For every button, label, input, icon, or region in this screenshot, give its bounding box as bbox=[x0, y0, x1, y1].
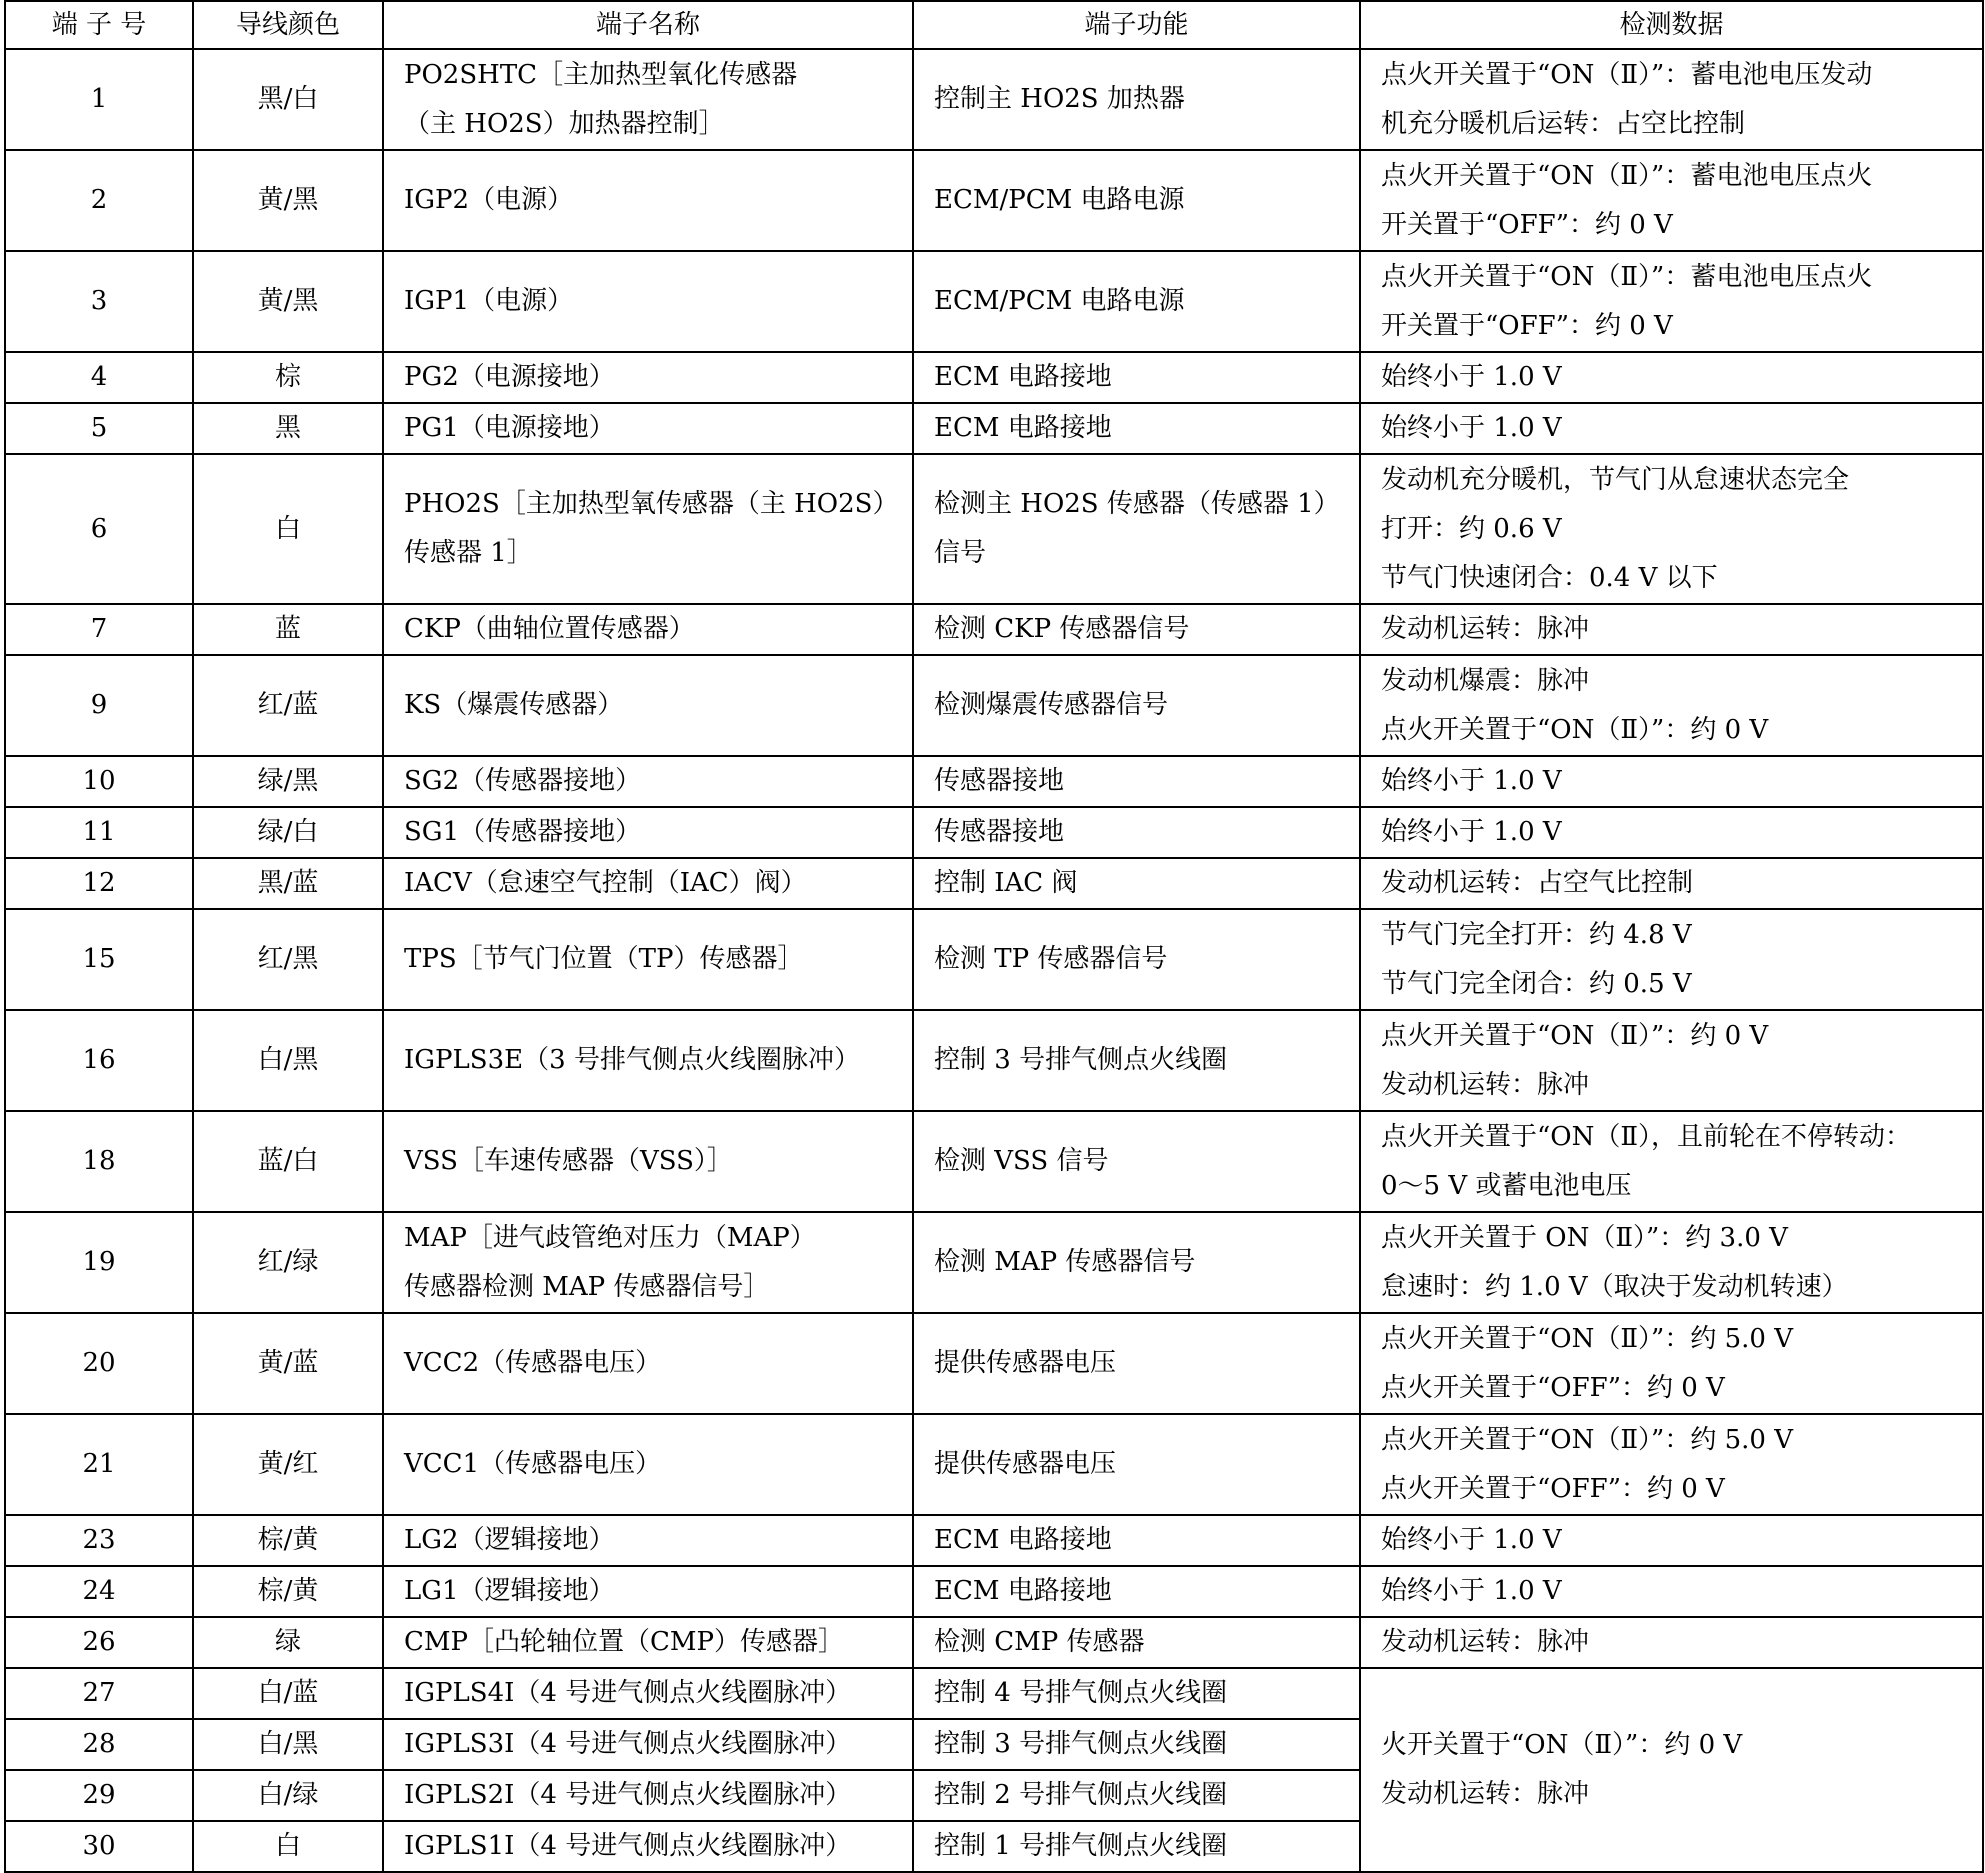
cell-text-line: 始终小于 1.0 V bbox=[1381, 1576, 1562, 1606]
cell-text-line: 发动机运转：脉冲 bbox=[1381, 1627, 1590, 1657]
test-data-cell bbox=[1360, 858, 1983, 909]
test-data-cell bbox=[1360, 150, 1983, 251]
terminal-name-cell bbox=[383, 1414, 913, 1515]
wire-color-cell: 棕 bbox=[193, 352, 383, 403]
terminal-function-cell bbox=[913, 807, 1360, 858]
cell-text-line: 始终小于 1.0 V bbox=[1381, 817, 1562, 847]
terminal-function-cell bbox=[913, 454, 1360, 604]
test-data-cell bbox=[1360, 454, 1983, 604]
test-data-cell bbox=[1360, 1414, 1983, 1515]
terminal-name-cell bbox=[383, 655, 913, 756]
cell-text-line: ECM 电路接地 bbox=[934, 1525, 1112, 1555]
cell-text-line: 节气门完全闭合：约 0.5 V bbox=[1381, 968, 1692, 999]
table-row bbox=[5, 1010, 1983, 1111]
terminal-function-cell bbox=[913, 1414, 1360, 1515]
cell-text-line: VCC2（传感器电压） bbox=[404, 1348, 662, 1378]
cell-text-line: 控制 2 号排气侧点火线圈 bbox=[934, 1780, 1228, 1810]
cell-text-line: PG1（电源接地） bbox=[404, 413, 615, 443]
table-row bbox=[5, 604, 1983, 655]
table-row bbox=[5, 454, 1983, 604]
terminal-name-cell bbox=[383, 403, 913, 454]
table-row bbox=[5, 909, 1983, 1010]
terminal-name-cell bbox=[383, 352, 913, 403]
test-data-cell bbox=[1360, 807, 1983, 858]
test-data-cell bbox=[1360, 1566, 1983, 1617]
test-data-cell bbox=[1360, 251, 1983, 352]
terminal-name-cell bbox=[383, 251, 913, 352]
header-terminal-name: 端子名称 bbox=[383, 1, 913, 49]
cell-text-line: 始终小于 1.0 V bbox=[1381, 413, 1562, 443]
cell-text-line: ECM 电路接地 bbox=[934, 362, 1112, 392]
terminal-no-cell: 19 bbox=[5, 1212, 193, 1313]
wire-color-cell: 白/蓝 bbox=[193, 1668, 383, 1719]
cell-text-line: PG2（电源接地） bbox=[404, 362, 615, 392]
terminal-no-cell: 1 bbox=[5, 49, 193, 150]
cell-text-line: 始终小于 1.0 V bbox=[1381, 1525, 1562, 1555]
wire-color-cell: 白/黑 bbox=[193, 1010, 383, 1111]
terminal-function-cell bbox=[913, 858, 1360, 909]
terminal-function-cell bbox=[913, 1566, 1360, 1617]
table-row bbox=[5, 150, 1983, 251]
table-row bbox=[5, 1212, 1983, 1313]
test-data-cell bbox=[1360, 1010, 1983, 1111]
cell-text-line: 控制 3 号排气侧点火线圈 bbox=[934, 1729, 1228, 1759]
terminal-function-cell bbox=[913, 1770, 1360, 1821]
wire-color-cell: 黄/红 bbox=[193, 1414, 383, 1515]
cell-text-line: ECM 电路接地 bbox=[934, 413, 1112, 443]
cell-text-line: 控制 1 号排气侧点火线圈 bbox=[934, 1831, 1228, 1861]
cell-text-line: 传感器 1］ bbox=[404, 538, 533, 568]
wire-color-cell: 蓝/白 bbox=[193, 1111, 383, 1212]
cell-text-line: 点火开关置于“ON（Ⅱ）”：蓄电池电压点火 bbox=[1381, 160, 1873, 191]
test-data-cell bbox=[1360, 604, 1983, 655]
terminal-no-cell: 30 bbox=[5, 1821, 193, 1872]
cell-text-line: 点火开关置于“ON（Ⅱ）”：蓄电池电压点火 bbox=[1381, 261, 1873, 292]
cell-text-line: SG2（传感器接地） bbox=[404, 766, 642, 796]
terminal-function-cell bbox=[913, 150, 1360, 251]
header-wire-color: 导线颜色 bbox=[193, 1, 383, 49]
cell-text-line: 0～5 V 或蓄电池电压 bbox=[1381, 1170, 1632, 1201]
terminal-function-cell bbox=[913, 1313, 1360, 1414]
cell-text-line: 点火开关置于“ON（Ⅱ）”：约 0 V bbox=[1381, 714, 1769, 745]
terminal-function-cell bbox=[913, 1668, 1360, 1719]
test-data-cell bbox=[1360, 1668, 1983, 1872]
terminal-function-cell bbox=[913, 352, 1360, 403]
cell-text-line: CKP（曲轴位置传感器） bbox=[404, 614, 695, 644]
table-body bbox=[5, 49, 1983, 1872]
test-data-cell bbox=[1360, 1111, 1983, 1212]
cell-text-line: 开关置于“OFF”：约 0 V bbox=[1381, 310, 1673, 341]
terminal-no-cell: 11 bbox=[5, 807, 193, 858]
test-data-cell bbox=[1360, 1212, 1983, 1313]
terminal-name-cell bbox=[383, 1668, 913, 1719]
table-row bbox=[5, 352, 1983, 403]
cell-text-line: 控制 3 号排气侧点火线圈 bbox=[934, 1045, 1228, 1075]
terminal-function-cell bbox=[913, 1212, 1360, 1313]
wire-color-cell: 黑/蓝 bbox=[193, 858, 383, 909]
cell-text-line: KS（爆震传感器） bbox=[404, 690, 624, 720]
table-row bbox=[5, 403, 1983, 454]
cell-text-line: （主 HO2S）加热器控制］ bbox=[404, 108, 725, 139]
wire-color-cell: 黑/白 bbox=[193, 49, 383, 150]
test-data-cell bbox=[1360, 756, 1983, 807]
cell-text-line: 控制 4 号排气侧点火线圈 bbox=[934, 1678, 1228, 1708]
terminal-function-cell bbox=[913, 1617, 1360, 1668]
header-terminal-function: 端子功能 bbox=[913, 1, 1360, 49]
terminal-no-cell: 21 bbox=[5, 1414, 193, 1515]
wire-color-cell: 绿/黑 bbox=[193, 756, 383, 807]
cell-text-line: 发动机运转：脉冲 bbox=[1381, 614, 1590, 644]
terminal-no-cell: 24 bbox=[5, 1566, 193, 1617]
terminal-table bbox=[4, 0, 1984, 1873]
terminal-name-cell bbox=[383, 454, 913, 604]
terminal-name-cell bbox=[383, 1313, 913, 1414]
terminal-name-cell bbox=[383, 858, 913, 909]
table-row bbox=[5, 756, 1983, 807]
terminal-function-cell bbox=[913, 403, 1360, 454]
terminal-function-cell bbox=[913, 49, 1360, 150]
cell-text-line: 点火开关置于“ON（Ⅱ）”：蓄电池电压发动 bbox=[1381, 59, 1873, 90]
header-terminal-no: 端 子 号 bbox=[5, 1, 193, 49]
cell-text-line: 检测 CKP 传感器信号 bbox=[934, 614, 1190, 644]
table-row bbox=[5, 807, 1983, 858]
cell-text-line: VCC1（传感器电压） bbox=[404, 1449, 662, 1479]
test-data-cell bbox=[1360, 1313, 1983, 1414]
cell-text-line: CMP［凸轮轴位置（CMP）传感器］ bbox=[404, 1627, 845, 1657]
cell-text-line: 节气门完全打开：约 4.8 V bbox=[1381, 919, 1692, 950]
cell-text-line: IGPLS1I（4 号进气侧点火线圈脉冲） bbox=[404, 1831, 852, 1861]
cell-text-line: 节气门快速闭合：0.4 V 以下 bbox=[1381, 562, 1718, 593]
cell-text-line: IGPLS2I（4 号进气侧点火线圈脉冲） bbox=[404, 1780, 852, 1810]
terminal-no-cell: 10 bbox=[5, 756, 193, 807]
terminal-function-cell bbox=[913, 604, 1360, 655]
wire-color-cell: 红/蓝 bbox=[193, 655, 383, 756]
table-row bbox=[5, 1313, 1983, 1414]
table-row bbox=[5, 1515, 1983, 1566]
cell-text-line: PO2SHTC［主加热型氧化传感器 bbox=[404, 59, 798, 90]
cell-text-line: ECM 电路接地 bbox=[934, 1576, 1112, 1606]
cell-text-line: IGP1（电源） bbox=[404, 286, 574, 316]
terminal-no-cell: 27 bbox=[5, 1668, 193, 1719]
cell-text-line: IGP2（电源） bbox=[404, 185, 574, 215]
table-row bbox=[5, 1414, 1983, 1515]
table-row bbox=[5, 655, 1983, 756]
cell-text-line: 控制 IAC 阀 bbox=[934, 868, 1078, 898]
test-data-cell bbox=[1360, 1617, 1983, 1668]
cell-text-line: 检测 TP 传感器信号 bbox=[934, 944, 1168, 974]
table-row bbox=[5, 251, 1983, 352]
terminal-no-cell: 5 bbox=[5, 403, 193, 454]
table-row bbox=[5, 1566, 1983, 1617]
terminal-function-cell bbox=[913, 1821, 1360, 1872]
terminal-no-cell: 3 bbox=[5, 251, 193, 352]
terminal-name-cell bbox=[383, 756, 913, 807]
wire-color-cell: 黄/黑 bbox=[193, 251, 383, 352]
wire-color-cell: 绿/白 bbox=[193, 807, 383, 858]
cell-text-line: TPS［节气门位置（TP）传感器］ bbox=[404, 944, 804, 974]
cell-text-line: IACV（怠速空气控制（IAC）阀） bbox=[404, 868, 807, 898]
cell-text-line: 信号 bbox=[934, 538, 987, 568]
cell-text-line: IGPLS3I（4 号进气侧点火线圈脉冲） bbox=[404, 1729, 852, 1759]
terminal-no-cell: 18 bbox=[5, 1111, 193, 1212]
terminal-no-cell: 12 bbox=[5, 858, 193, 909]
terminal-function-cell bbox=[913, 909, 1360, 1010]
cell-text-line: IGPLS3E（3 号排气侧点火线圈脉冲） bbox=[404, 1045, 860, 1075]
cell-text-line: VSS［车速传感器（VSS）］ bbox=[404, 1146, 733, 1176]
terminal-function-cell bbox=[913, 1719, 1360, 1770]
terminal-function-cell bbox=[913, 655, 1360, 756]
terminal-no-cell: 7 bbox=[5, 604, 193, 655]
cell-text-line: SG1（传感器接地） bbox=[404, 817, 642, 847]
wire-color-cell: 白/绿 bbox=[193, 1770, 383, 1821]
cell-text-line: 点火开关置于“ON（Ⅱ），且前轮在不停转动： bbox=[1381, 1121, 1912, 1152]
table-row bbox=[5, 49, 1983, 150]
terminal-function-cell bbox=[913, 251, 1360, 352]
cell-text-line: 发动机运转：占空气比控制 bbox=[1381, 868, 1694, 898]
cell-text-line: 检测 VSS 信号 bbox=[934, 1146, 1109, 1176]
terminal-name-cell bbox=[383, 1515, 913, 1566]
cell-text-line: 检测 CMP 传感器 bbox=[934, 1627, 1145, 1657]
table-row bbox=[5, 1111, 1983, 1212]
cell-text-line: 点火开关置于“ON（Ⅱ）”：约 5.0 V bbox=[1381, 1424, 1793, 1455]
wire-color-cell: 棕/黄 bbox=[193, 1515, 383, 1566]
terminal-name-cell bbox=[383, 1719, 913, 1770]
terminal-name-cell bbox=[383, 150, 913, 251]
terminal-function-cell bbox=[913, 1515, 1360, 1566]
cell-text-line: PHO2S［主加热型氧传感器（主 HO2S） bbox=[404, 489, 899, 519]
cell-text-line: 打开：约 0.6 V bbox=[1381, 513, 1562, 544]
cell-text-line: 控制主 HO2S 加热器 bbox=[934, 84, 1185, 114]
cell-text-line: ECM/PCM 电路电源 bbox=[934, 185, 1185, 215]
table-row bbox=[5, 1668, 1983, 1719]
test-data-cell bbox=[1360, 655, 1983, 756]
cell-text-line: 发动机爆震：脉冲 bbox=[1381, 665, 1590, 696]
terminal-no-cell: 20 bbox=[5, 1313, 193, 1414]
cell-text-line: 检测爆震传感器信号 bbox=[934, 690, 1169, 720]
terminal-name-cell bbox=[383, 1111, 913, 1212]
wire-color-cell: 红/黑 bbox=[193, 909, 383, 1010]
terminal-name-cell bbox=[383, 909, 913, 1010]
cell-text-line: 发动机运转：脉冲 bbox=[1381, 1069, 1590, 1100]
cell-text-line: 点火开关置于“OFF”：约 0 V bbox=[1381, 1372, 1725, 1403]
terminal-name-cell bbox=[383, 1212, 913, 1313]
cell-text-line: 发动机运转：脉冲 bbox=[1381, 1779, 1590, 1809]
cell-text-line: 始终小于 1.0 V bbox=[1381, 362, 1562, 392]
terminal-no-cell: 6 bbox=[5, 454, 193, 604]
cell-text-line: 始终小于 1.0 V bbox=[1381, 766, 1562, 796]
wire-color-cell: 白 bbox=[193, 454, 383, 604]
cell-text-line: 发动机充分暖机，节气门从怠速状态完全 bbox=[1381, 464, 1850, 495]
terminal-name-cell bbox=[383, 1821, 913, 1872]
cell-text-line: 检测 MAP 传感器信号 bbox=[934, 1247, 1196, 1277]
cell-text-line: ECM/PCM 电路电源 bbox=[934, 286, 1185, 316]
terminal-name-cell bbox=[383, 1617, 913, 1668]
terminal-name-cell bbox=[383, 604, 913, 655]
terminal-no-cell: 29 bbox=[5, 1770, 193, 1821]
test-data-cell bbox=[1360, 352, 1983, 403]
cell-text-line: 传感器检测 MAP 传感器信号］ bbox=[404, 1271, 770, 1302]
terminal-function-cell bbox=[913, 1111, 1360, 1212]
wire-color-cell: 棕/黄 bbox=[193, 1566, 383, 1617]
wire-color-cell: 白 bbox=[193, 1821, 383, 1872]
terminal-name-cell bbox=[383, 1010, 913, 1111]
cell-text-line: 提供传感器电压 bbox=[934, 1348, 1117, 1378]
table-row bbox=[5, 858, 1983, 909]
test-data-cell bbox=[1360, 1515, 1983, 1566]
header-test-data: 检测数据 bbox=[1360, 1, 1983, 49]
cell-text-line: 点火开关置于 ON（Ⅱ）”：约 3.0 V bbox=[1381, 1222, 1788, 1253]
cell-text-line: 点火开关置于“ON（Ⅱ）”：约 0 V bbox=[1381, 1020, 1769, 1051]
terminal-no-cell: 9 bbox=[5, 655, 193, 756]
wire-color-cell: 绿 bbox=[193, 1617, 383, 1668]
terminal-no-cell: 2 bbox=[5, 150, 193, 251]
cell-text-line: 传感器接地 bbox=[934, 766, 1065, 796]
test-data-cell bbox=[1360, 49, 1983, 150]
terminal-no-cell: 4 bbox=[5, 352, 193, 403]
terminal-name-cell bbox=[383, 807, 913, 858]
test-data-cell bbox=[1360, 403, 1983, 454]
terminal-no-cell: 15 bbox=[5, 909, 193, 1010]
terminal-function-cell bbox=[913, 1010, 1360, 1111]
test-data-cell bbox=[1360, 909, 1983, 1010]
wire-color-cell: 黄/黑 bbox=[193, 150, 383, 251]
cell-text-line: 提供传感器电压 bbox=[934, 1449, 1117, 1479]
cell-text-line: IGPLS4I（4 号进气侧点火线圈脉冲） bbox=[404, 1678, 852, 1708]
cell-text-line: 传感器接地 bbox=[934, 817, 1065, 847]
cell-text-line: 开关置于“OFF”：约 0 V bbox=[1381, 209, 1673, 240]
cell-text-line: 怠速时：约 1.0 V（取决于发动机转速） bbox=[1381, 1271, 1848, 1302]
wire-color-cell: 蓝 bbox=[193, 604, 383, 655]
cell-text-line: LG1（逻辑接地） bbox=[404, 1576, 615, 1606]
terminal-function-cell bbox=[913, 756, 1360, 807]
terminal-name-cell bbox=[383, 1566, 913, 1617]
cell-text-line: 检测主 HO2S 传感器（传感器 1） bbox=[934, 489, 1340, 519]
cell-text-line: 机充分暖机后运转：占空比控制 bbox=[1381, 108, 1746, 139]
terminal-no-cell: 23 bbox=[5, 1515, 193, 1566]
terminal-no-cell: 16 bbox=[5, 1010, 193, 1111]
wire-color-cell: 黄/蓝 bbox=[193, 1313, 383, 1414]
terminal-name-cell bbox=[383, 1770, 913, 1821]
terminal-no-cell: 28 bbox=[5, 1719, 193, 1770]
header-row bbox=[5, 1, 1983, 49]
wire-color-cell: 白/黑 bbox=[193, 1719, 383, 1770]
cell-text-line: 点火开关置于“OFF”：约 0 V bbox=[1381, 1473, 1725, 1504]
table-row bbox=[5, 1617, 1983, 1668]
cell-text-line: LG2（逻辑接地） bbox=[404, 1525, 615, 1555]
cell-text-line: MAP［进气歧管绝对压力（MAP） bbox=[404, 1222, 816, 1253]
wire-color-cell: 黑 bbox=[193, 403, 383, 454]
cell-text-line: 火开关置于“ON（Ⅱ）”：约 0 V bbox=[1381, 1730, 1743, 1760]
cell-text-line: 点火开关置于“ON（Ⅱ）”：约 5.0 V bbox=[1381, 1323, 1793, 1354]
terminal-name-cell bbox=[383, 49, 913, 150]
wire-color-cell: 红/绿 bbox=[193, 1212, 383, 1313]
terminal-no-cell: 26 bbox=[5, 1617, 193, 1668]
